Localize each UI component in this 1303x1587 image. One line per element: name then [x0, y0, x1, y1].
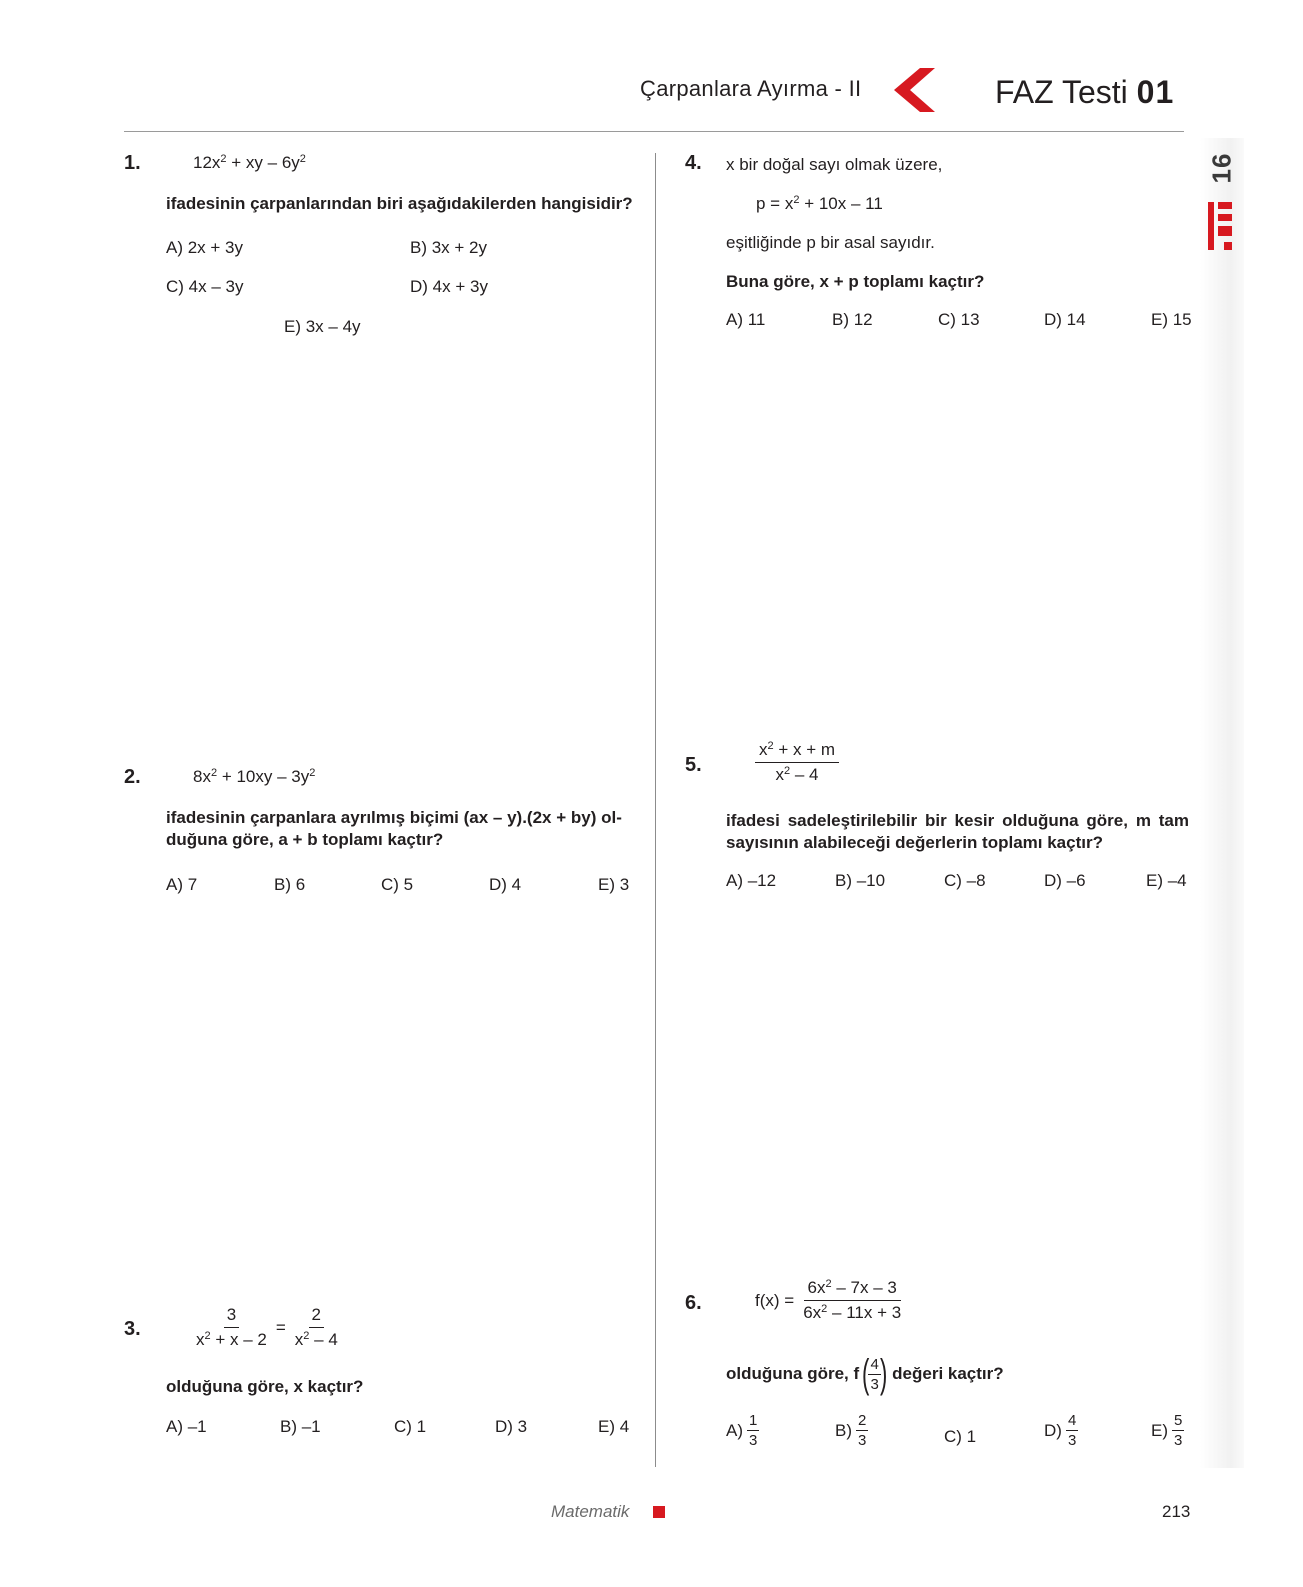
- question-number: 5.: [685, 754, 702, 776]
- section-title: Çarpanlara Ayırma - II: [640, 76, 862, 101]
- q6-function: [755, 1278, 904, 1323]
- chevron-left-icon: [890, 66, 936, 114]
- question-number: 4.: [685, 152, 702, 174]
- q2-stem-line1: ifadesinin çarpanlara ayrılmış biçimi (ax – y).(2x + by) ol-: [166, 808, 622, 827]
- brand-logo-icon: [1206, 200, 1234, 254]
- page-number: 213: [1162, 1502, 1191, 1521]
- test-number: 01: [1136, 74, 1175, 110]
- question-number: 6.: [685, 1292, 702, 1314]
- q2-option-a[interactable]: A) 7: [166, 875, 198, 894]
- q5-fraction: $\frac{x^2 + x + m}{x^2 - 4}$: [755, 740, 839, 785]
- q5-option-a[interactable]: A) –12: [726, 871, 777, 890]
- equals-sign: =: [275, 1317, 286, 1337]
- q4-condition: eşitliğinde p bir asal sayıdır.: [726, 233, 935, 252]
- question-number: 1.: [124, 152, 141, 174]
- q5-expression: [755, 740, 839, 785]
- q4-option-d[interactable]: D) 14: [1044, 310, 1086, 329]
- q4-option-a[interactable]: A) 11: [726, 310, 766, 329]
- q6-option-d[interactable]: D) $\frac{4}{3}$: [1044, 1412, 1077, 1449]
- q3-option-a[interactable]: A) –1: [166, 1417, 207, 1436]
- q3-option-c[interactable]: C) 1: [394, 1417, 427, 1436]
- q2-option-c[interactable]: C) 5: [381, 875, 414, 894]
- footer-subject: Matematik: [551, 1502, 630, 1521]
- q3-fraction-left: $\frac{3}{x^2 + x - 2}$: [196, 1305, 267, 1349]
- side-tab-number: 16: [1206, 152, 1237, 184]
- q2-option-d[interactable]: D) 4: [489, 875, 522, 894]
- q1-expression: $12x^2$ + xy – $6y^2$: [193, 153, 306, 172]
- q1-option-a[interactable]: A) 2x + 3y: [166, 238, 244, 257]
- q6-option-c[interactable]: C) 1: [944, 1427, 977, 1446]
- header-divider: [124, 131, 1184, 132]
- q6-fraction: $\frac{6x^2 - 7x - 3}{6x^2 - 11x + 3}$: [803, 1278, 902, 1322]
- q5-option-b[interactable]: B) –10: [835, 871, 886, 890]
- test-title: [995, 74, 1174, 111]
- q4-intro: x bir doğal sayı olmak üzere,: [726, 155, 943, 174]
- question-number: 2.: [124, 766, 141, 788]
- column-divider: [655, 153, 656, 1467]
- side-tab: [1200, 138, 1244, 1468]
- q1-option-d[interactable]: D) 4x + 3y: [410, 277, 488, 296]
- q6-argument-fraction: $\frac{4}{3}$: [870, 1355, 879, 1393]
- q4-option-b[interactable]: B) 12: [832, 310, 873, 329]
- q3-equation: [193, 1305, 341, 1350]
- q2-option-e[interactable]: E) 3: [598, 875, 630, 894]
- q1-option-e[interactable]: E) 3x – 4y: [284, 317, 361, 336]
- q1-option-c[interactable]: C) 4x – 3y: [166, 277, 244, 296]
- q3-stem: olduğuna göre, x kaçtır?: [166, 1377, 364, 1396]
- q6-option-b[interactable]: B) $\frac{2}{3}$: [835, 1412, 867, 1449]
- q3-option-e[interactable]: E) 4: [598, 1417, 630, 1436]
- q5-option-d[interactable]: D) –6: [1044, 871, 1086, 890]
- q6-option-e[interactable]: E) $\frac{5}{3}$: [1151, 1412, 1183, 1449]
- q5-option-c[interactable]: C) –8: [944, 871, 986, 890]
- q1-option-b[interactable]: B) 3x + 2y: [410, 238, 488, 257]
- q3-fraction-right: $\frac{2}{x^2 - 4}$: [294, 1305, 338, 1349]
- q1-stem: ifadesinin çarpanlarından biri aşağıdakilerden hangisidir?: [166, 194, 633, 213]
- function-label: f(x) =: [755, 1290, 795, 1310]
- q4-option-c[interactable]: C) 13: [938, 310, 980, 329]
- q5-option-e[interactable]: E) –4: [1146, 871, 1187, 890]
- question-number: 3.: [124, 1318, 141, 1340]
- test-prefix: FAZ Testi: [995, 74, 1128, 110]
- q5-stem-line2: sayısının alabileceği değerlerin toplamı kaçtır?: [726, 833, 1103, 852]
- q2-stem-line2: duğuna göre, a + b toplamı kaçtır?: [166, 830, 444, 849]
- q6-option-a[interactable]: A) $\frac{1}{3}$: [726, 1412, 758, 1449]
- q6-stem: olduğuna göre, f ( $\frac{4}{3}$ ) değeri kaçtır?: [726, 1352, 1004, 1396]
- q4-option-e[interactable]: E) 15: [1151, 310, 1192, 329]
- q2-option-b[interactable]: B) 6: [274, 875, 306, 894]
- q3-option-b[interactable]: B) –1: [280, 1417, 321, 1436]
- footer-square-icon: [653, 1506, 665, 1518]
- q4-stem: Buna göre, x + p toplamı kaçtır?: [726, 272, 985, 291]
- q4-equation: $p = x^2 + 10x - 11$: [756, 194, 883, 213]
- q2-expression: $8x^2 + 10xy - 3y^2$: [193, 767, 316, 786]
- q3-option-d[interactable]: D) 3: [495, 1417, 528, 1436]
- q5-stem-line1: ifadesi sadeleştirilebilir bir kesir olduğuna göre, m tam: [726, 811, 1189, 830]
